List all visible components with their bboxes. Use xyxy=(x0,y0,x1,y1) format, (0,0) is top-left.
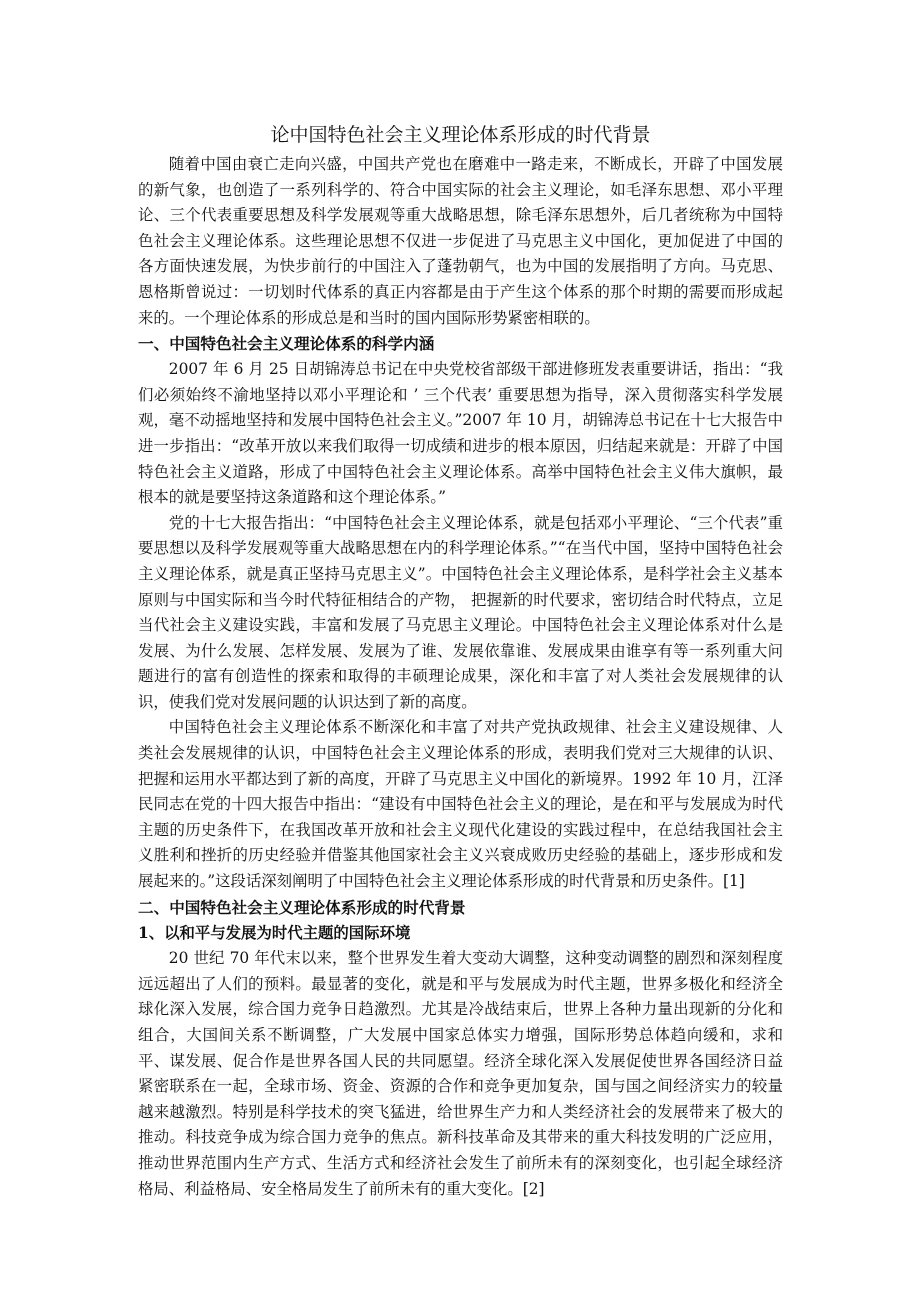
document-page xyxy=(138,120,783,1202)
intro-paragraph: 随着中国由衰亡走向兴盛，中国共产党也在磨难中一路走来，不断成长，开辟了中国发展的新气象，也创造了一系列科学的、符合中国实际的社会主义理论，如毛泽东思想、邓小平理论、三个代表重要思想及科学发展观等重大战略思想，除毛泽东思想外，后几者统称为中国特色社会主义理论体系。这些理论思想不仅进一步促进了马克思主义中国化，更加促进了中国的各方面快速发展，为快步前行的中国注入了蓬勃朝气，也为中国的发展指明了方向。马克思、恩格斯曾说过：一切划时代体系的真正内容都是由于产生这个体系的那个时期的需要而形成起来的。一个理论体系的形成总是和当时的国内国际形势紧密相联的。 xyxy=(138,155,783,327)
section-2-subheading-1: 1、以和平与发展为时代主题的国际环境 xyxy=(138,923,411,942)
document-title: 论中国特色社会主义理论体系形成的时代背景 xyxy=(270,124,651,146)
section-1-paragraph-1: 2007 年 6 月 25 日胡锦涛总书记在中央党校省部级干部进修班发表重要讲话，指出：“我们必须始终不渝地坚持以邓小平理论和 ’ 三个代表’ 重要思想为指导，深入贯彻落实科学发展观，毫不动摇地坚持和发展中国特色社会主义。”2007 年 10 月，胡锦涛总书记在十七大报告中进一步指出：“改革开放以来我们取得一切成绩和进步的根本原因，归结起来就是：开辟了中国特色社会主义道路，形成了中国特色社会主义理论体系。高举中国特色社会主义伟大旗帜，最根本的就是要坚持这条道路和这个理论体系。” xyxy=(138,360,783,507)
section-1-paragraph-3: 中国特色社会主义理论体系不断深化和丰富了对共产党执政规律、社会主义建设规律、人类社会发展规律的认识，中国特色社会主义理论体系的形成，表明我们党对三大规律的认识、把握和运用水平都达到了新的高度，开辟了马克思主义中国化的新境界。1992 年 10 月，江泽民同志在党的十四大报告中指出：“建设有中国特色社会主义的理论，是在和平与发展成为时代主题的历史条件下，在我国改革开放和社会主义现代化建设的实践过程中，在总结我国社会主义胜利和挫折的历史经验并借鉴其他国家社会主义兴衰成败历史经验的基础上，逐步形成和发展起来的。”这段话深刻阐明了中国特色社会主义理论体系形成的时代背景和历史条件。[1] xyxy=(138,718,783,891)
section-1-heading: 一、中国特色社会主义理论体系的科学内涵 xyxy=(138,335,435,354)
section-1-paragraph-2: 党的十七大报告指出：“中国特色社会主义理论体系，就是包括邓小平理论、“三个代表”重要思想以及科学发展观等重大战略思想在内的科学理论体系。”“在当代中国，坚持中国特色社会主义理论体系，就是真正坚持马克思主义”。中国特色社会主义理论体系，是科学社会主义基本原则与中国实际和当今时代特征相结合的产物， 把握新的时代要求，密切结合时代特点，立足当代社会主义建设实践，丰富和发展了马克思主义理论。中国特色社会主义理论体系对什么是发展、为什么发展、怎样发展、发展为了谁、发展依靠谁、发展成果由谁享有等一系列重大问题进行的富有创造性的探索和取得的丰硕理论成果，深化和丰富了对人类社会发展规律的认识，使我们党对发展问题的认识达到了新的高度。 xyxy=(138,513,783,711)
section-2-heading: 二、中国特色社会主义理论体系形成的时代背景 xyxy=(138,898,466,917)
section-2-paragraph-1: 20 世纪 70 年代末以来，整个世界发生着大变动大调整，这种变动调整的剧烈和深刻程度远远超出了人们的预料。最显著的变化，就是和平与发展成为时代主题，世界多极化和经济全球化深入发展，综合国力竞争日趋激烈。尤其是冷战结束后，世界上各种力量出现新的分化和组合，大国间关系不断调整，广大发展中国家总体实力增强，国际形势总体趋向缓和，求和平、谋发展、促合作是世界各国人民的共同愿望。经济全球化深入发展促使世界各国经济日益紧密联系在一起，全球市场、资金、资源的合作和竞争更加复杂，国与国之间经济实力的较量越来越激烈。特别是科学技术的突飞猛进，给世界生产力和人类经济社会的发展带来了极大的推动。科技竞争成为综合国力竞争的焦点。新科技革命及其带来的重大科技发明的广泛应用，推动世界范围内生产方式、生活方式和经济社会发生了前所未有的深刻变化，也引起全球经济格局、利益格局、安全格局发生了前所未有的重大变化。[2] xyxy=(138,949,783,1198)
